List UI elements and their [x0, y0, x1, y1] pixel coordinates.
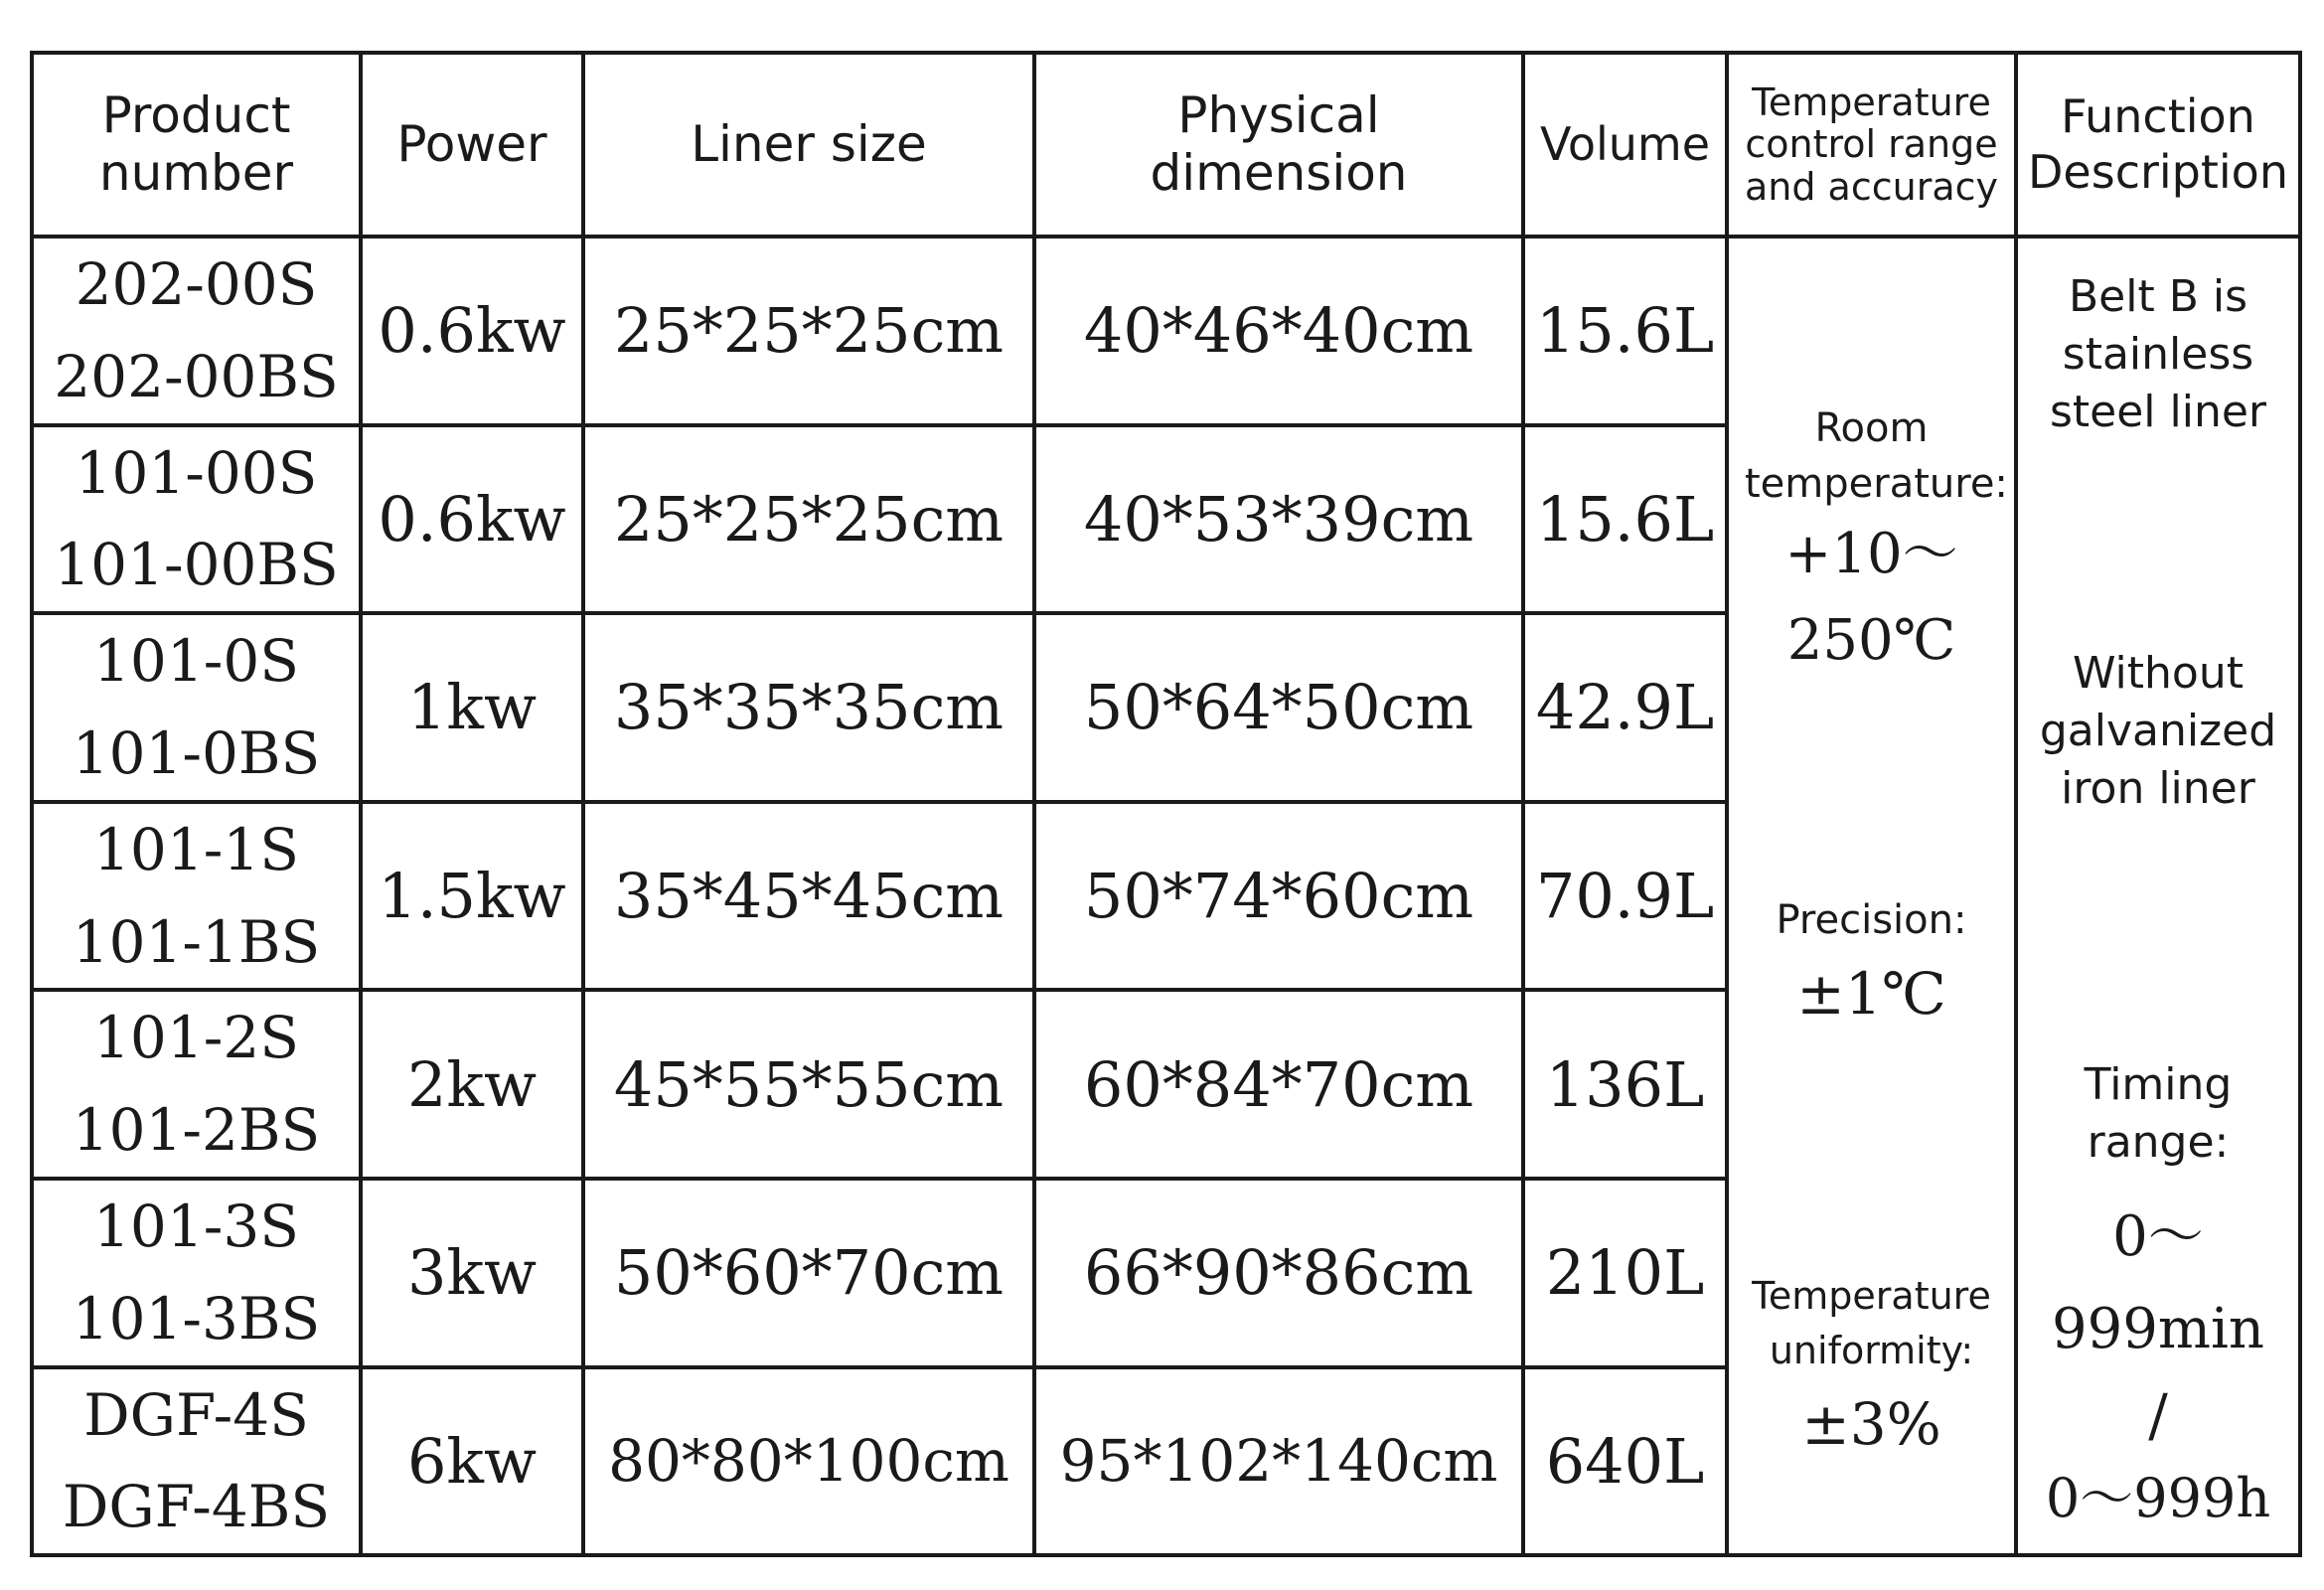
power-cell: 3kw	[361, 1179, 583, 1367]
header-row	[32, 53, 2300, 237]
model-code-b: 101-2BS	[72, 1096, 321, 1165]
liner-size-cell: 35*35*35cm	[583, 613, 1034, 802]
liner-size-cell: 25*25*25cm	[583, 237, 1034, 425]
power-cell: 0.6kw	[361, 237, 583, 425]
volume-cell: 42.9L	[1523, 613, 1727, 802]
volume-cell: 15.6L	[1523, 237, 1727, 425]
model-code-b: 202-00BS	[54, 342, 339, 410]
header-volume: Volume	[1523, 53, 1727, 237]
model-code-b: DGF-4BS	[62, 1473, 331, 1541]
volume-cell: 70.9L	[1523, 802, 1727, 991]
product-number-cell	[32, 613, 361, 802]
timing-range-min: 0～999min	[2052, 1204, 2264, 1361]
physical-dimension-cell: 40*46*40cm	[1034, 237, 1523, 425]
liner-size-cell: 25*25*25cm	[583, 425, 1034, 614]
model-code: 101-1S	[93, 815, 299, 883]
without-liner-note: Without galvanized iron liner	[2039, 647, 2277, 814]
physical-dimension-cell: 95*102*140cm	[1034, 1367, 1523, 1556]
liner-size-cell: 35*45*45cm	[583, 802, 1034, 991]
volume-cell: 15.6L	[1523, 425, 1727, 614]
product-number-cell	[32, 425, 361, 614]
model-code: 101-0S	[93, 627, 299, 696]
product-number-cell	[32, 802, 361, 991]
precision-value: ±1℃	[1796, 960, 1946, 1029]
product-number-cell	[32, 1179, 361, 1367]
physical-dimension-cell: 50*74*60cm	[1034, 802, 1523, 991]
model-code: 101-2S	[93, 1004, 299, 1072]
product-number-cell	[32, 990, 361, 1179]
table-row	[32, 237, 2300, 425]
temperature-control-cell	[1727, 237, 2016, 1555]
header-product-number: Product number	[32, 53, 361, 237]
volume-cell: 136L	[1523, 990, 1727, 1179]
model-code: DGF-4S	[83, 1380, 309, 1449]
uniformity-label: Temperature uniformity:	[1752, 1274, 1991, 1373]
liner-size-cell: 45*55*55cm	[583, 990, 1034, 1179]
temperature-range-value: +10～250℃	[1784, 521, 1958, 673]
power-cell: 6kw	[361, 1367, 583, 1556]
power-cell: 1.5kw	[361, 802, 583, 991]
liner-size-cell: 80*80*100cm	[583, 1367, 1034, 1556]
room-temperature-label: Room temperature:	[1745, 404, 2008, 507]
model-code-b: 101-3BS	[72, 1284, 321, 1352]
liner-size-cell: 50*60*70cm	[583, 1179, 1034, 1367]
physical-dimension-cell: 50*64*50cm	[1034, 613, 1523, 802]
model-code: 101-3S	[93, 1192, 299, 1260]
model-code-b: 101-00BS	[54, 531, 339, 599]
volume-cell: 640L	[1523, 1367, 1727, 1556]
header-power: Power	[361, 53, 583, 237]
physical-dimension-cell: 60*84*70cm	[1034, 990, 1523, 1179]
power-cell: 0.6kw	[361, 425, 583, 614]
model-code-b: 101-1BS	[72, 907, 321, 976]
timing-separator: /	[2148, 1380, 2168, 1449]
belt-b-note: Belt B is stainless steel liner	[2049, 270, 2267, 437]
product-number-cell	[32, 1367, 361, 1556]
product-spec-table	[30, 51, 2302, 1557]
header-function-description: Function Description	[2016, 53, 2300, 237]
timing-range-label: Timing range:	[2084, 1059, 2233, 1169]
physical-dimension-cell: 66*90*86cm	[1034, 1179, 1523, 1367]
header-physical-dimension: Physical dimension	[1034, 53, 1523, 237]
volume-cell: 210L	[1523, 1179, 1727, 1367]
uniformity-value: ±3%	[1801, 1390, 1941, 1459]
model-code: 101-00S	[75, 438, 318, 507]
header-liner-size: Liner size	[583, 53, 1034, 237]
model-code: 202-00S	[75, 250, 318, 318]
precision-label: Precision:	[1776, 897, 1967, 944]
header-temperature-control: Temperature control range and accuracy	[1727, 53, 2016, 237]
power-cell: 2kw	[361, 990, 583, 1179]
function-description-cell	[2016, 237, 2300, 1555]
model-code-b: 101-0BS	[72, 718, 321, 787]
product-number-cell	[32, 237, 361, 425]
physical-dimension-cell: 40*53*39cm	[1034, 425, 1523, 614]
timing-range-hours: 0～999h	[2045, 1467, 2271, 1530]
power-cell: 1kw	[361, 613, 583, 802]
